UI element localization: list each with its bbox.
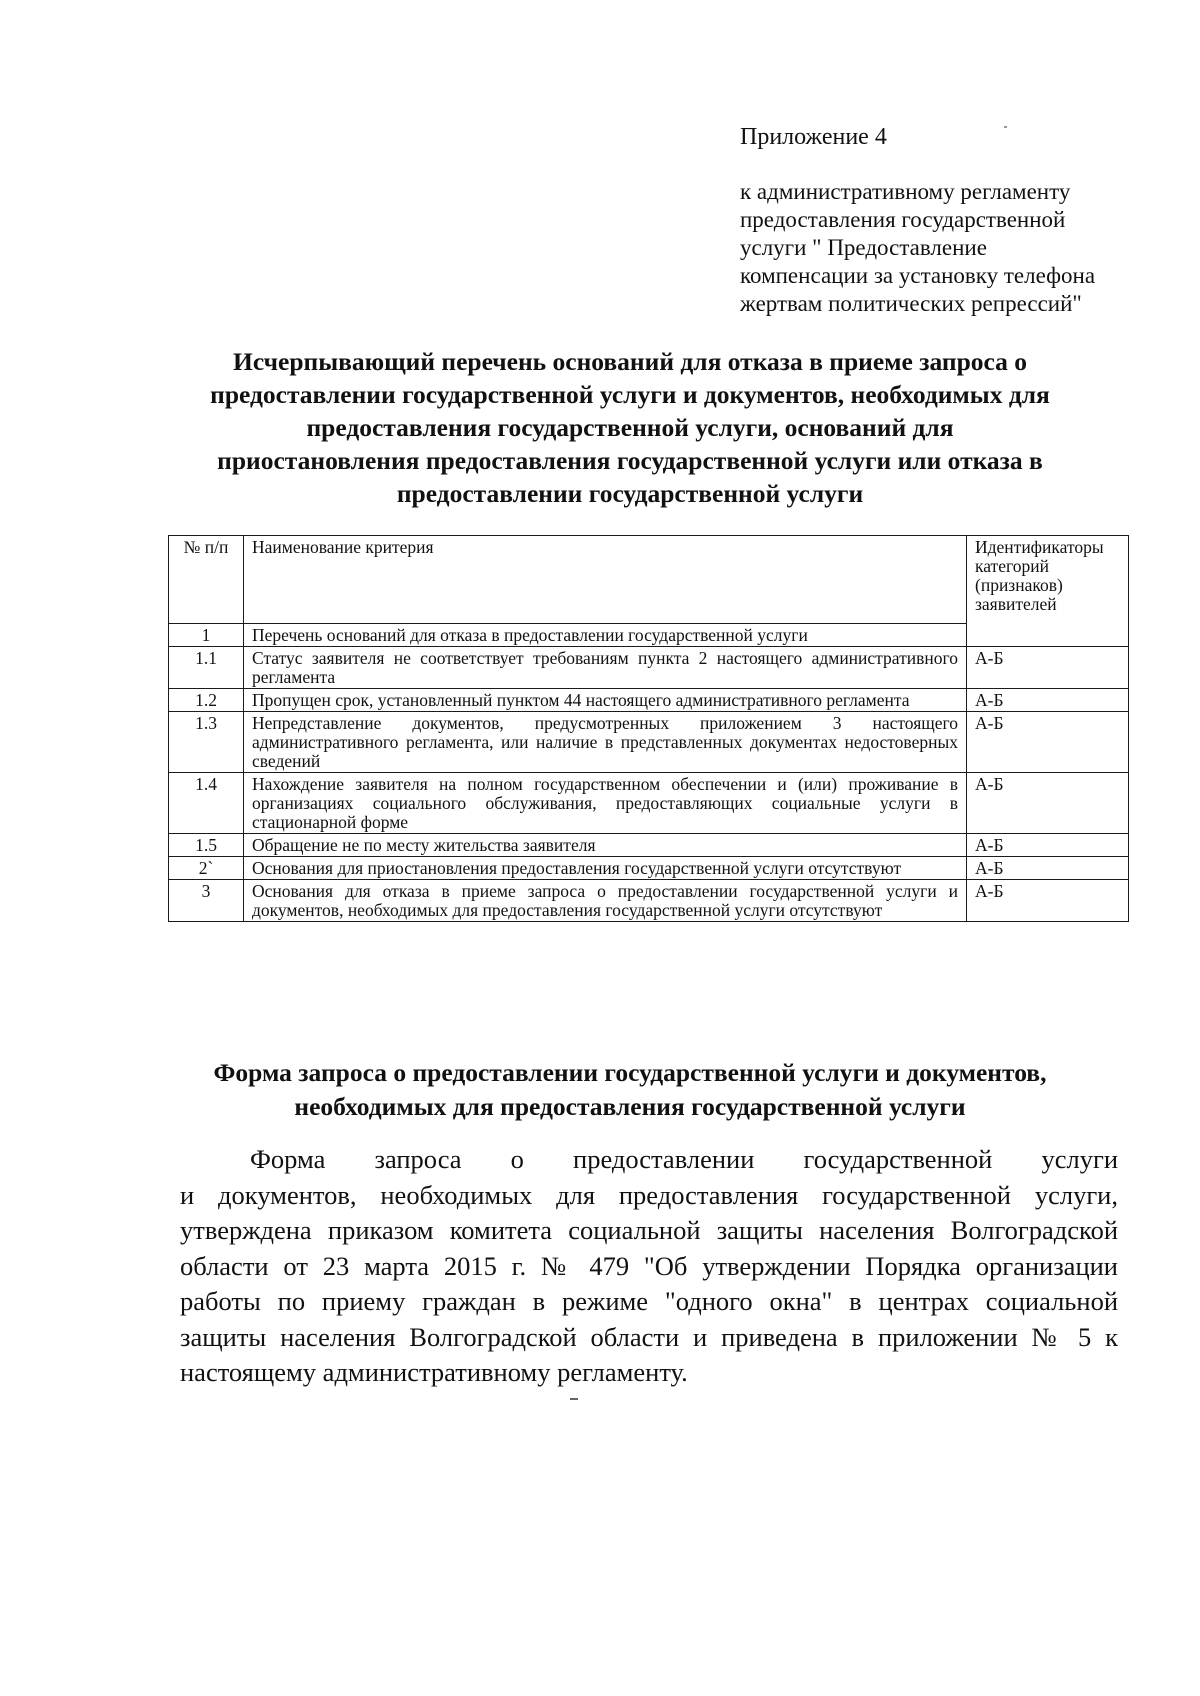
row-criterion: Основания для приостановления предоставления государственной услуги отсутствуют bbox=[244, 857, 967, 880]
row-criterion: Перечень оснований для отказа в предоставлении государственной услуги bbox=[244, 624, 967, 647]
form-heading-line: необходимых для предоставления государственной услуги bbox=[294, 1092, 966, 1121]
row-criterion: Нахождение заявителя на полном государственном обеспечении и (или) проживание в организациях социального обслуживания, предоставляющих социальные услуги в стационарной форме bbox=[244, 773, 967, 834]
table-row bbox=[169, 689, 1129, 712]
row-identifiers: А-Б bbox=[967, 834, 1129, 857]
row-identifiers: А-Б bbox=[967, 880, 1129, 922]
paragraph-line: Форма запроса о предоставлении государственной услуги bbox=[250, 1144, 1118, 1174]
table-row bbox=[169, 773, 1129, 834]
row-identifiers: А-Б bbox=[967, 647, 1129, 689]
body-paragraph bbox=[180, 1142, 1118, 1391]
row-identifiers: А-Б bbox=[967, 773, 1129, 834]
scan-speck bbox=[570, 1398, 578, 1400]
appendix-line: жертвам политических репрессий" bbox=[740, 291, 1082, 316]
heading-line: предоставлении государственной услуги и документов, необходимых для bbox=[210, 380, 1050, 409]
heading-line: Исчерпывающий перечень оснований для отказа в приеме запроса о bbox=[232, 347, 1028, 376]
paragraph-line: области от 23 марта 2015 г. № 479 "Об утверждении Порядка организации bbox=[180, 1250, 1118, 1281]
row-number: 3 bbox=[169, 880, 244, 922]
table-row bbox=[169, 880, 1129, 922]
row-criterion: Пропущен срок, установленный пунктом 44 настоящего административного регламента bbox=[244, 689, 967, 712]
table-row bbox=[169, 712, 1129, 773]
appendix-subtitle bbox=[740, 178, 1160, 318]
row-identifiers: А-Б bbox=[967, 857, 1129, 880]
paragraph-line: защиты населения Волгоградской области и приведена в приложении № 5 к bbox=[180, 1321, 1118, 1352]
heading-line: приостановления предоставления государственной услуги или отказа в bbox=[217, 446, 1043, 475]
row-number: 1.4 bbox=[169, 773, 244, 834]
form-heading bbox=[140, 1056, 1120, 1124]
appendix-line: к административному регламенту bbox=[740, 179, 1071, 204]
appendix-line: предоставления государственной bbox=[740, 207, 1066, 232]
table-row bbox=[169, 834, 1129, 857]
row-criterion: Непредставление документов, предусмотренных приложением 3 настоящего административного регламента, или наличие в представленных документах недостоверных сведений bbox=[244, 712, 967, 773]
row-number: 2` bbox=[169, 857, 244, 880]
row-identifiers: А-Б bbox=[967, 712, 1129, 773]
appendix-line: компенсации за установку телефона bbox=[740, 263, 1096, 288]
row-number: 1 bbox=[169, 624, 244, 647]
header-identifiers: Идентификаторы категорий (признаков) заявителей bbox=[967, 536, 1129, 647]
row-criterion: Основания для отказа в приеме запроса о предоставлении государственной услуги и документов, необходимых для предоставления государственной услуги отсутствуют bbox=[244, 880, 967, 922]
paragraph-line: настоящему административному регламенту. bbox=[180, 1357, 688, 1387]
row-identifiers: А-Б bbox=[967, 689, 1129, 712]
heading-line: предоставления государственной услуги, оснований для bbox=[306, 413, 954, 442]
appendix-line: услуги " Предоставление bbox=[740, 235, 987, 260]
row-number: 1.2 bbox=[169, 689, 244, 712]
paragraph-line: работы по приему граждан в режиме "одного окна" в центрах социальной bbox=[180, 1286, 1118, 1316]
table-row bbox=[169, 857, 1129, 880]
row-criterion: Статус заявителя не соответствует требованиям пункта 2 настоящего административного регламента bbox=[244, 647, 967, 689]
criteria-table bbox=[168, 535, 1129, 922]
table-header-row bbox=[169, 536, 1129, 624]
row-criterion: Обращение не по месту жительства заявителя bbox=[244, 834, 967, 857]
header-criterion: Наименование критерия bbox=[244, 536, 967, 624]
row-number: 1.1 bbox=[169, 647, 244, 689]
heading-line: предоставлении государственной услуги bbox=[396, 479, 864, 508]
header-number: № п/п bbox=[169, 536, 244, 624]
scan-speck bbox=[1004, 126, 1007, 128]
form-heading-line: Форма запроса о предоставлении государственной услуги и документов, bbox=[213, 1058, 1047, 1087]
main-heading bbox=[140, 345, 1120, 510]
table-row bbox=[169, 647, 1129, 689]
paragraph-line: утверждена приказом комитета социальной защиты населения Волгоградской bbox=[180, 1215, 1118, 1245]
row-number: 1.3 bbox=[169, 712, 244, 773]
appendix-title: Приложение 4 bbox=[740, 124, 887, 150]
paragraph-line: и документов, необходимых для предоставления государственной услуги, bbox=[180, 1179, 1118, 1210]
row-number: 1.5 bbox=[169, 834, 244, 857]
